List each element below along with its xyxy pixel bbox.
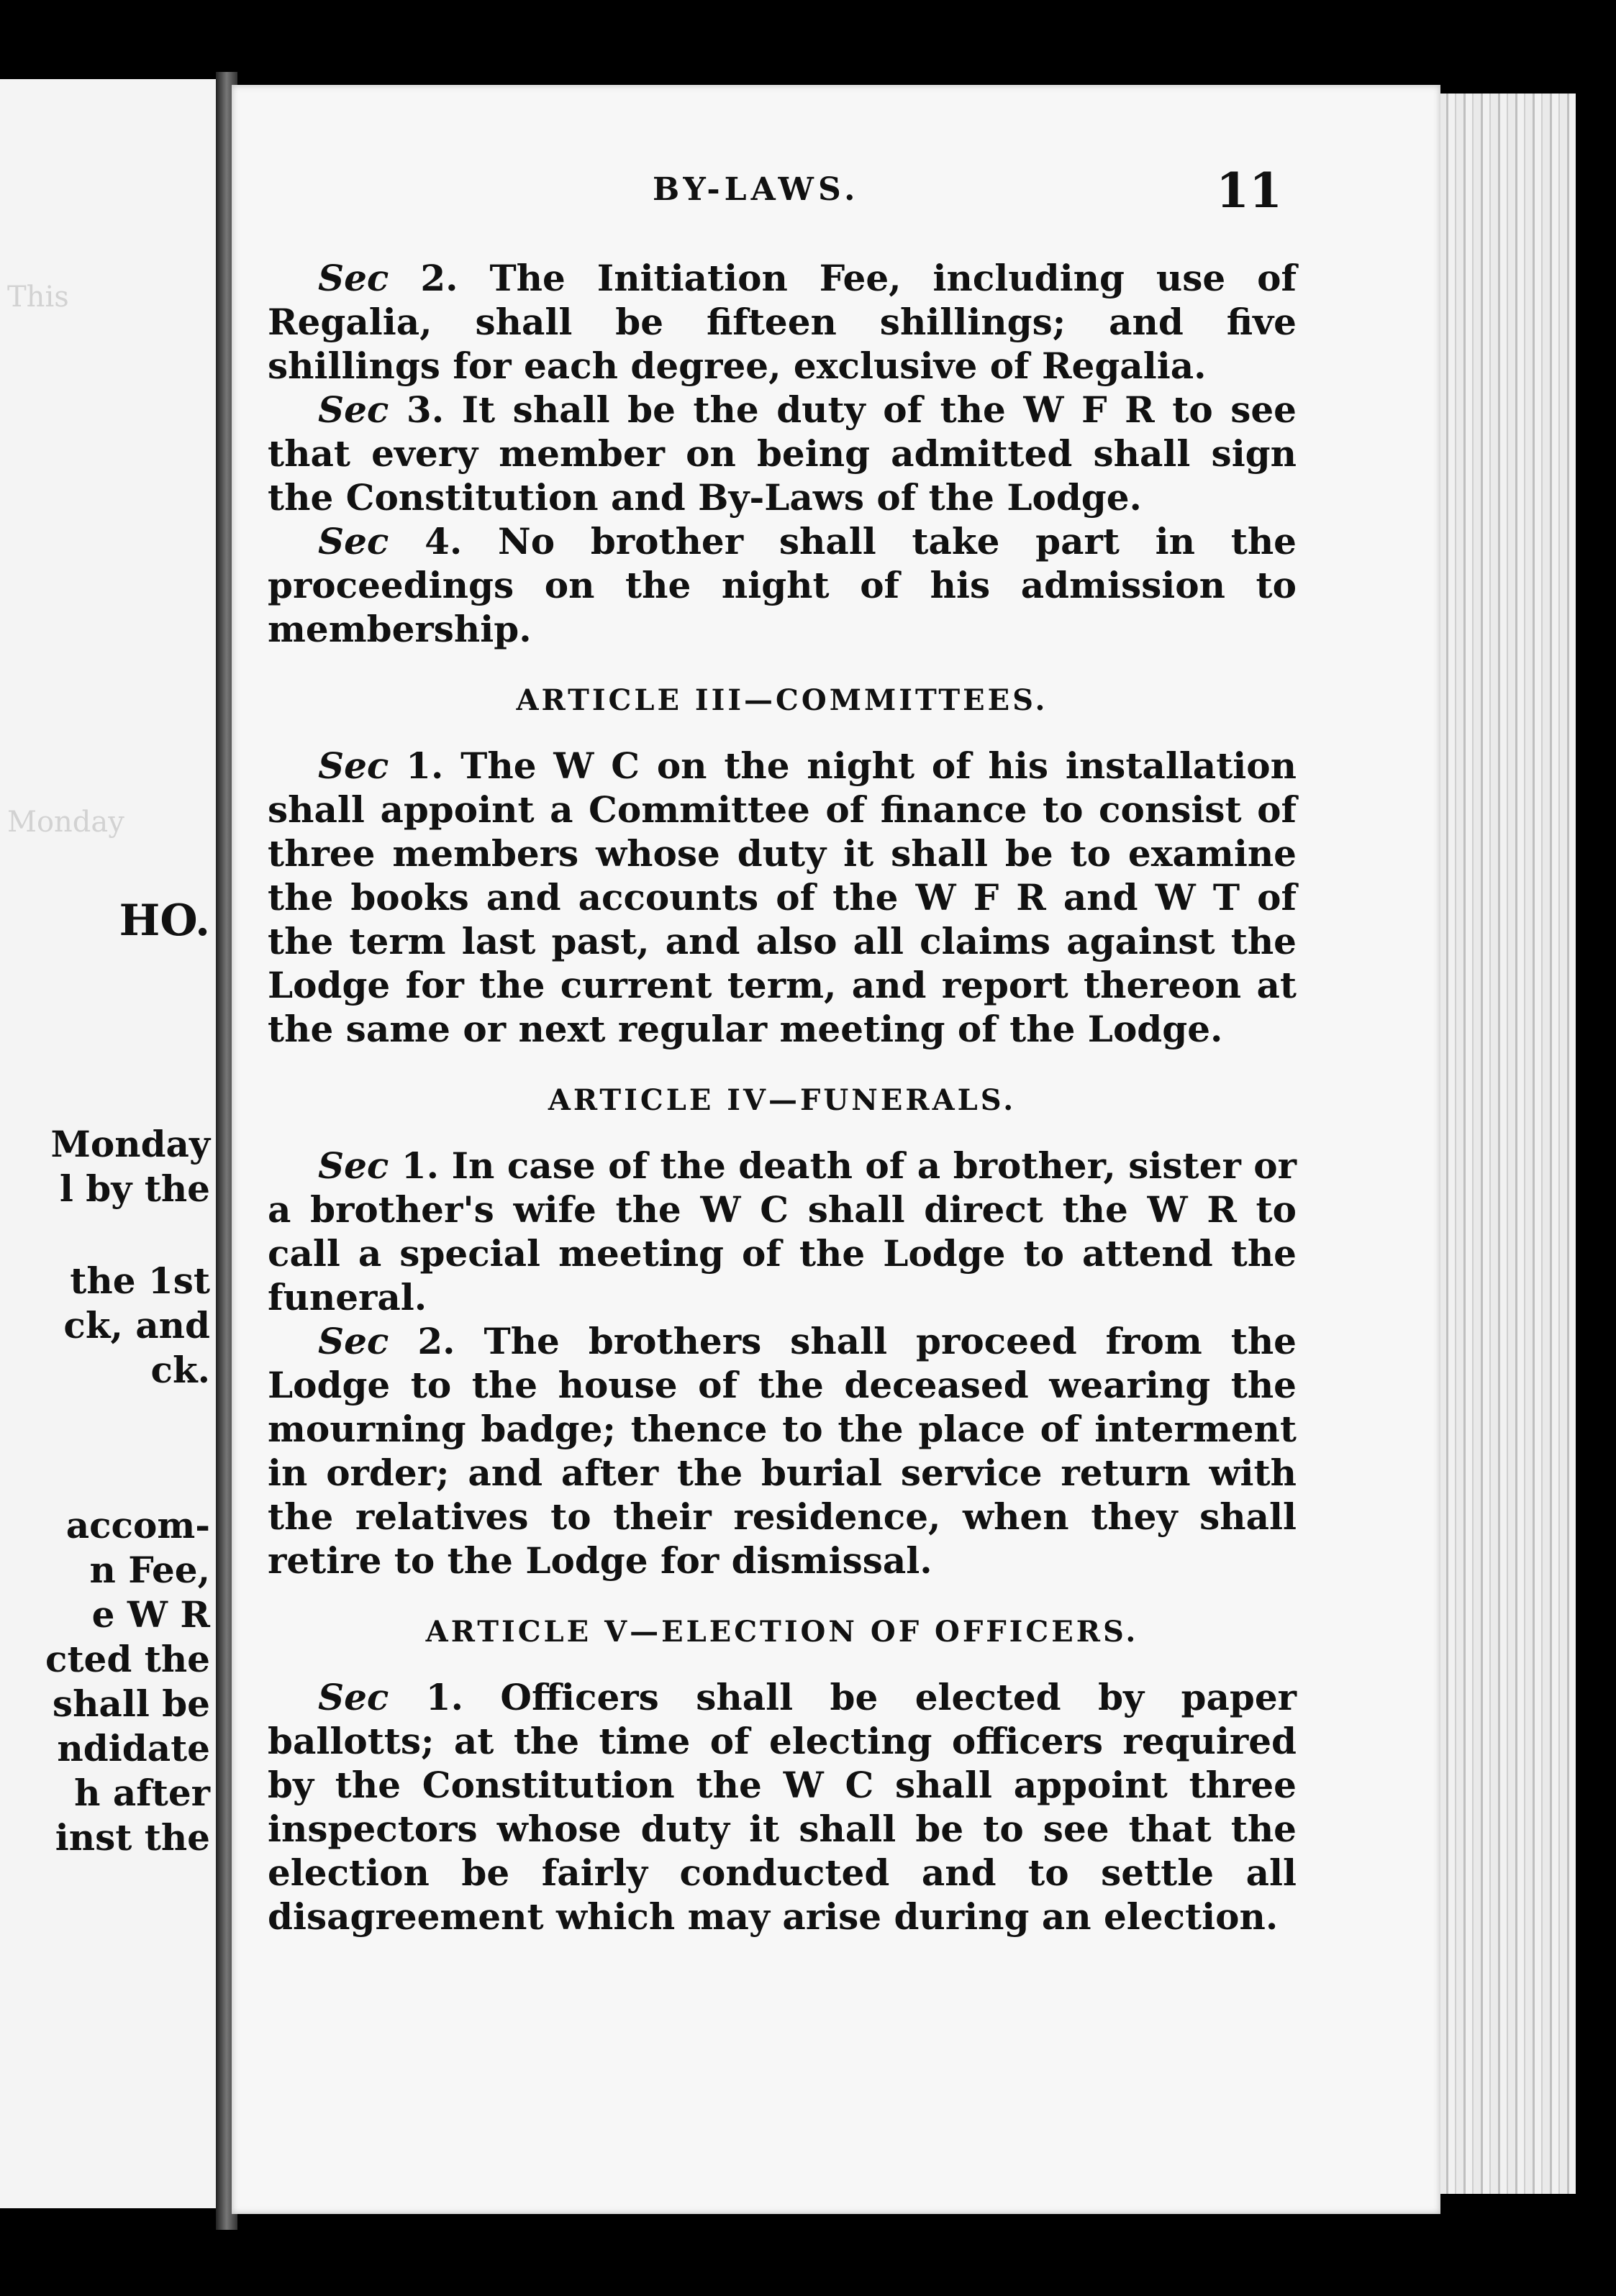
book-page: [232, 85, 1440, 2214]
article-heading: ARTICLE V—ELECTION OF OFFICERS.: [425, 1615, 1139, 1649]
facing-page-fragment: Monday: [50, 1123, 210, 1165]
running-title: BY-LAWS.: [653, 171, 860, 208]
section-paragraph: [268, 519, 1297, 651]
facing-page-fragment: HO.: [119, 896, 210, 946]
facing-page-fragment: e W R: [91, 1593, 210, 1636]
facing-page-fragment: ndidate: [57, 1727, 210, 1769]
section-label: Sec: [318, 1320, 389, 1362]
article-heading: ARTICLE IV—FUNERALS.: [548, 1083, 1017, 1117]
section-text: 3. It shall be the duty of the W F R to see that every member on being admitted shall sign the Constitution and By-Laws of the Lodge.: [268, 388, 1297, 519]
page-edges: [1439, 94, 1576, 2194]
facing-page-fragment: accom-: [65, 1504, 210, 1546]
facing-page-fragment: shall be: [52, 1682, 210, 1725]
page-header: [232, 163, 1282, 229]
section-paragraph: [268, 744, 1297, 1051]
article-heading: ARTICLE III—COMMITTEES.: [516, 683, 1048, 717]
facing-page-fragment: l by the: [59, 1167, 210, 1210]
facing-page-fragment: n Fee,: [89, 1549, 210, 1591]
section-text: 1. Officers shall be elected by paper ballotts; at the time of electing officers required by the Constitution the W C shall appoint three inspectors whose duty it shall be to see that the election be fairly conducted and to settle all disagreement which may arise during an election.: [268, 1676, 1297, 1938]
section-paragraph: [268, 1144, 1297, 1319]
section-label: Sec: [318, 388, 389, 431]
page-number: 11: [1216, 163, 1282, 219]
section-label: Sec: [318, 520, 389, 562]
section-label: Sec: [318, 257, 389, 299]
facing-page-fragment: ck.: [150, 1349, 210, 1391]
section-paragraph: [268, 1319, 1297, 1582]
section-paragraph: [268, 1675, 1297, 1939]
facing-page-fragment: inst the: [55, 1816, 210, 1859]
facing-page: This Monday HO. Monday l by the the 1st ck, and ck. accom- n Fee, e W R cted the shall be ndidate h after inst the: [0, 79, 216, 2208]
section-paragraph: [268, 256, 1297, 388]
section-label: Sec: [318, 1676, 389, 1718]
facing-page-fragment: h after: [74, 1772, 210, 1814]
page-body: [268, 256, 1297, 1939]
facing-page-fragment: ck, and: [63, 1304, 210, 1347]
section-paragraph: [268, 388, 1297, 519]
section-label: Sec: [318, 1144, 389, 1187]
facing-page-fragment: cted the: [45, 1638, 210, 1680]
section-text: 4. No brother shall take part in the proceedings on the night of his admission to membership.: [268, 520, 1297, 650]
section-text: 1. In case of the death of a brother, sister or a brother's wife the W C shall direct the W R to call a special meeting of the Lodge to attend the funeral.: [268, 1144, 1297, 1318]
section-text: 2. The Initiation Fee, including use of Regalia, shall be fifteen shillings; and five shillings for each degree, exclusive of Regalia.: [268, 257, 1297, 387]
section-text: 2. The brothers shall proceed from the Lodge to the house of the deceased wearing the mourning badge; thence to the place of interment in order; and after the burial service return with the relatives to their residence, when they shall retire to the Lodge for dismissal.: [268, 1320, 1297, 1582]
section-text: 1. The W C on the night of his installation shall appoint a Committee of finance to consist of three members whose duty it shall be to examine the books and accounts of the W F R and W T of the term last past, and also all claims against the Lodge for the current term, and report thereon at the same or next regular meeting of the Lodge.: [268, 744, 1297, 1050]
facing-page-fragment: the 1st: [70, 1259, 210, 1302]
section-label: Sec: [318, 744, 389, 787]
